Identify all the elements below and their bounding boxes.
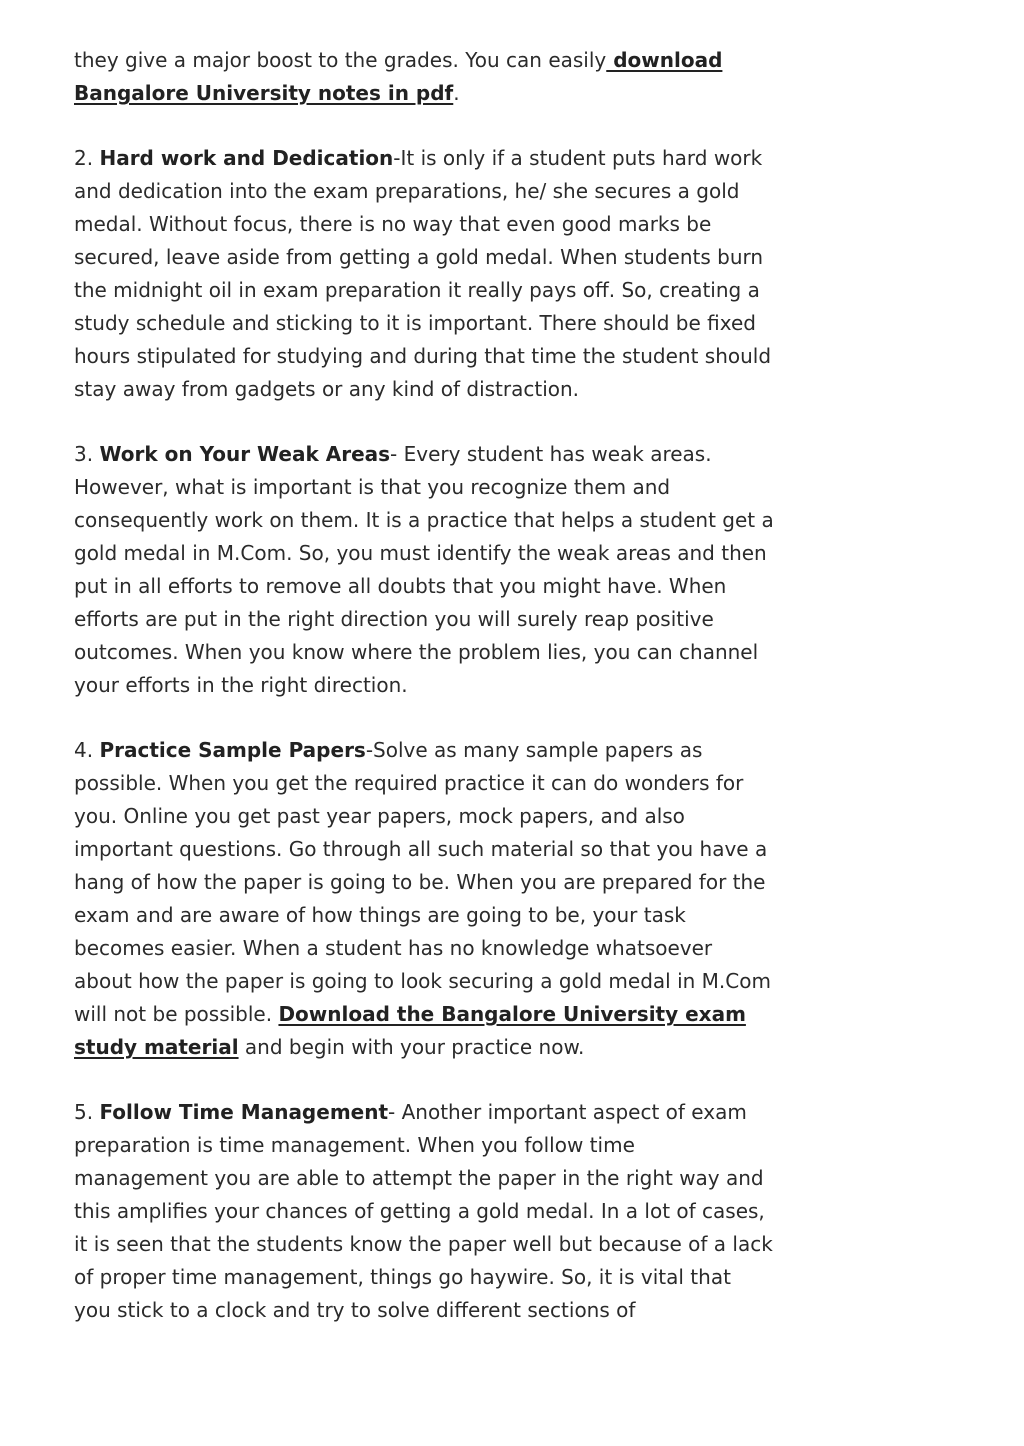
- tip-number: 5.: [74, 1100, 94, 1124]
- article-body: [74, 44, 774, 1359]
- tip-body: -Solve as many sample papers as possible. When you get the required practice it can do wonders for you. Online you get past year papers, mock papers, and also important questions. Go through all such material so that you have a hang of how the paper is going to be. When you are prepared for the exam and are aware of how things are going to be, your task becomes easier. When a student has no knowledge whatsoever about how the paper is going to look securing a gold medal in M.Com will not be possible.: [74, 738, 771, 1026]
- tip-heading: Follow Time Management: [99, 1100, 389, 1124]
- tip-body: - Another important aspect of exam preparation is time management. When you follow time management you are able to attempt the paper in the right way and this amplifies your chances of getting a gold medal. In a lot of cases, it is seen that the students know the paper well but because of a lack of proper time management, things go haywire. So, it is vital that you stick to a clock and try to solve different sections of: [74, 1100, 773, 1322]
- tip-heading: Practice Sample Papers: [99, 738, 366, 762]
- tip-body: - Every student has weak areas. However, what is important is that you recognize them and consequently work on them. It is a practice that helps a student get a gold medal in M.Com. So, you must identify the weak areas and then put in all efforts to remove all doubts that you might have. When efforts are put in the right direction you will surely reap positive outcomes. When you know where the problem lies, you can channel your efforts in the right direction.: [74, 442, 774, 697]
- tip-body-end: and begin with your practice now.: [238, 1035, 585, 1059]
- tip-time-management: [74, 1096, 774, 1327]
- download-notes-link[interactable]: download Bangalore University notes in pdf: [74, 48, 723, 105]
- tip-sample-papers: [74, 734, 774, 1064]
- tip-hard-work: [74, 142, 774, 406]
- tip-number: 4.: [74, 738, 94, 762]
- tip-number: 3.: [74, 442, 94, 466]
- tip-number: 2.: [74, 146, 94, 170]
- tip-body: -It is only if a student puts hard work and dedication into the exam preparations, he/ she secures a gold medal. Without focus, there is no way that even good marks be secured, leave aside from getting a gold medal. When students burn the midnight oil in exam preparation it really pays off. So, creating a study schedule and sticking to it is important. There should be fixed hours stipulated for studying and during that time the student should stay away from gadgets or any kind of distraction.: [74, 146, 772, 401]
- intro-paragraph: [74, 44, 774, 110]
- tip-heading: Hard work and Dedication: [99, 146, 394, 170]
- tip-heading: Work on Your Weak Areas: [99, 442, 391, 466]
- intro-text-end: .: [453, 81, 460, 105]
- download-study-material-link[interactable]: Download the Bangalore University exam study material: [74, 1002, 746, 1059]
- tip-weak-areas: [74, 438, 774, 702]
- intro-text: they give a major boost to the grades. You can easily: [74, 48, 607, 72]
